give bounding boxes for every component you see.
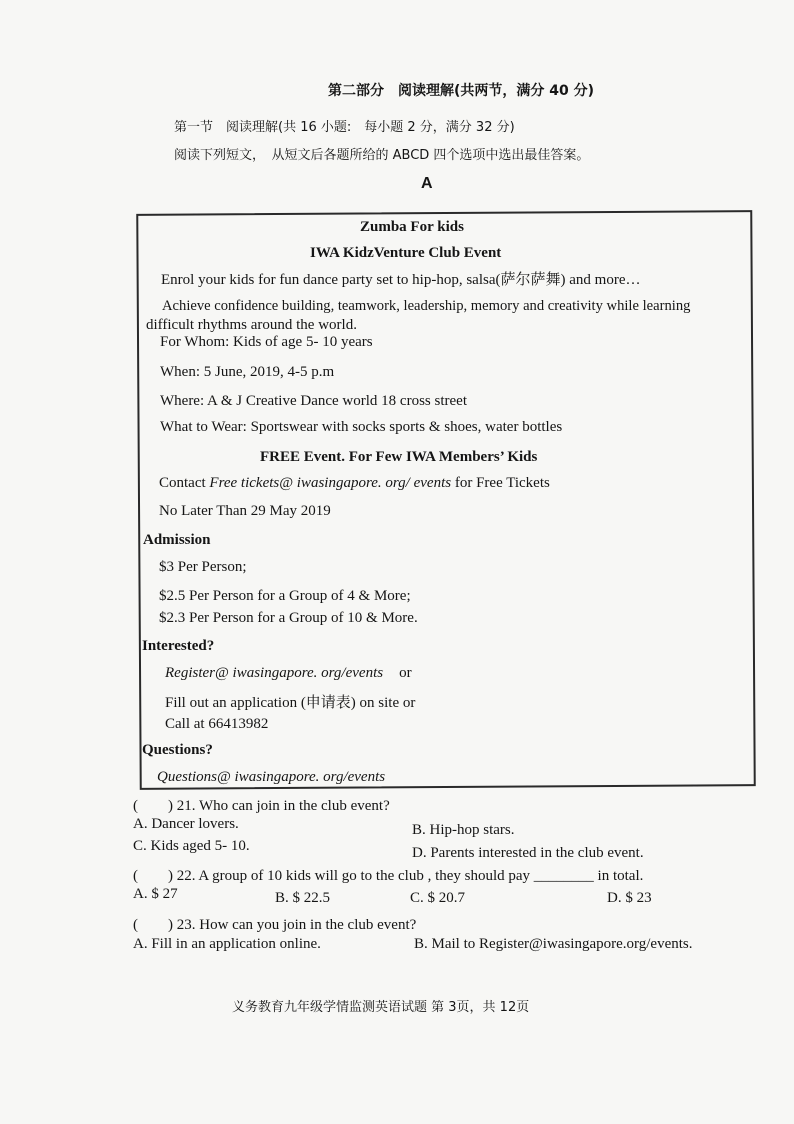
- q22-stem: ( ) 22. A group of 10 kids will go to the club , they should pay ________ in total.: [133, 868, 644, 884]
- contact-prefix: Contact: [159, 475, 210, 491]
- q21-option-a[interactable]: A. Dancer lovers.: [133, 816, 239, 832]
- q21-option-c[interactable]: C. Kids aged 5- 10.: [133, 838, 250, 854]
- q22-option-b[interactable]: B. $ 22.5: [275, 890, 331, 906]
- ad-subtitle: IWA KidzVenture Club Event: [310, 245, 502, 261]
- ad-deadline: No Later Than 29 May 2019: [159, 503, 331, 519]
- q22-option-d[interactable]: D. $ 23: [607, 890, 652, 906]
- passage-letter: A: [421, 175, 433, 192]
- section-title: 第一节 阅读理解(共 16 小题: 每小题 2 分，满分 32 分): [174, 120, 515, 135]
- ad-wear: What to Wear: Sportswear with socks sports & shoes, water bottles: [160, 419, 563, 435]
- interested-heading: Interested?: [142, 638, 215, 654]
- instruction-text: 阅读下列短文， 从短文后各题所给的 ABCD 四个选项中选出最佳答案。: [174, 148, 590, 163]
- ad-where: Where: A & J Creative Dance world 18 cross street: [160, 393, 467, 409]
- q21-option-d[interactable]: D. Parents interested in the club event.: [412, 845, 644, 861]
- questions-link[interactable]: Questions@ iwasingapore. org/events: [157, 769, 386, 785]
- q21-stem: ( ) 21. Who can join in the club event?: [133, 798, 390, 814]
- q23-option-a[interactable]: A. Fill in an application online.: [133, 936, 321, 952]
- contact-suffix: for Free Tickets: [451, 475, 550, 491]
- ad-when: When: 5 June, 2019, 4-5 p.m: [160, 364, 335, 380]
- ad-benefits-line: Achieve confidence building, teamwork, leadership, memory and creativity while learning: [162, 298, 691, 314]
- questions-heading: Questions?: [142, 742, 213, 758]
- register-link[interactable]: Register@ iwasingapore. org/events: [165, 665, 384, 681]
- ad-benefits-line-cont: difficult rhythms around the world.: [146, 317, 357, 333]
- q21-option-b[interactable]: B. Hip-hop stars.: [412, 822, 515, 838]
- price-single: $3 Per Person;: [159, 559, 247, 575]
- application-line: Fill out an application (申请表) on site or: [165, 695, 416, 711]
- price-group-4: $2.5 Per Person for a Group of 4 & More;: [159, 588, 411, 604]
- part-title: 第二部分 阅读理解(共两节，满分 40 分): [328, 83, 595, 99]
- admission-heading: Admission: [143, 532, 211, 548]
- ad-title: Zumba For kids: [360, 219, 464, 235]
- q22-option-a[interactable]: A. $ 27: [133, 886, 178, 902]
- register-line: [165, 665, 412, 682]
- register-or: or: [399, 665, 412, 681]
- page-footer: 义务教育九年级学情监测英语试题 第 3页，共 12页: [232, 1000, 530, 1015]
- q22-option-c[interactable]: C. $ 20.7: [410, 890, 466, 906]
- ad-free-event: FREE Event. For Few IWA Members’ Kids: [260, 449, 538, 465]
- q23-stem: ( ) 23. How can you join in the club event?: [133, 917, 417, 933]
- contact-email-link[interactable]: Free tickets@ iwasingapore. org/ events: [209, 475, 452, 491]
- ad-contact-line: [159, 475, 550, 492]
- price-group-10: $2.3 Per Person for a Group of 10 & More.: [159, 610, 418, 626]
- ad-intro-line: Enrol your kids for fun dance party set to hip-hop, salsa(萨尔萨舞) and more…: [161, 272, 641, 288]
- ad-for-whom: For Whom: Kids of age 5- 10 years: [160, 334, 373, 350]
- q23-option-b[interactable]: B. Mail to Register@iwasingapore.org/events.: [414, 936, 693, 952]
- call-line: Call at 66413982: [165, 716, 269, 732]
